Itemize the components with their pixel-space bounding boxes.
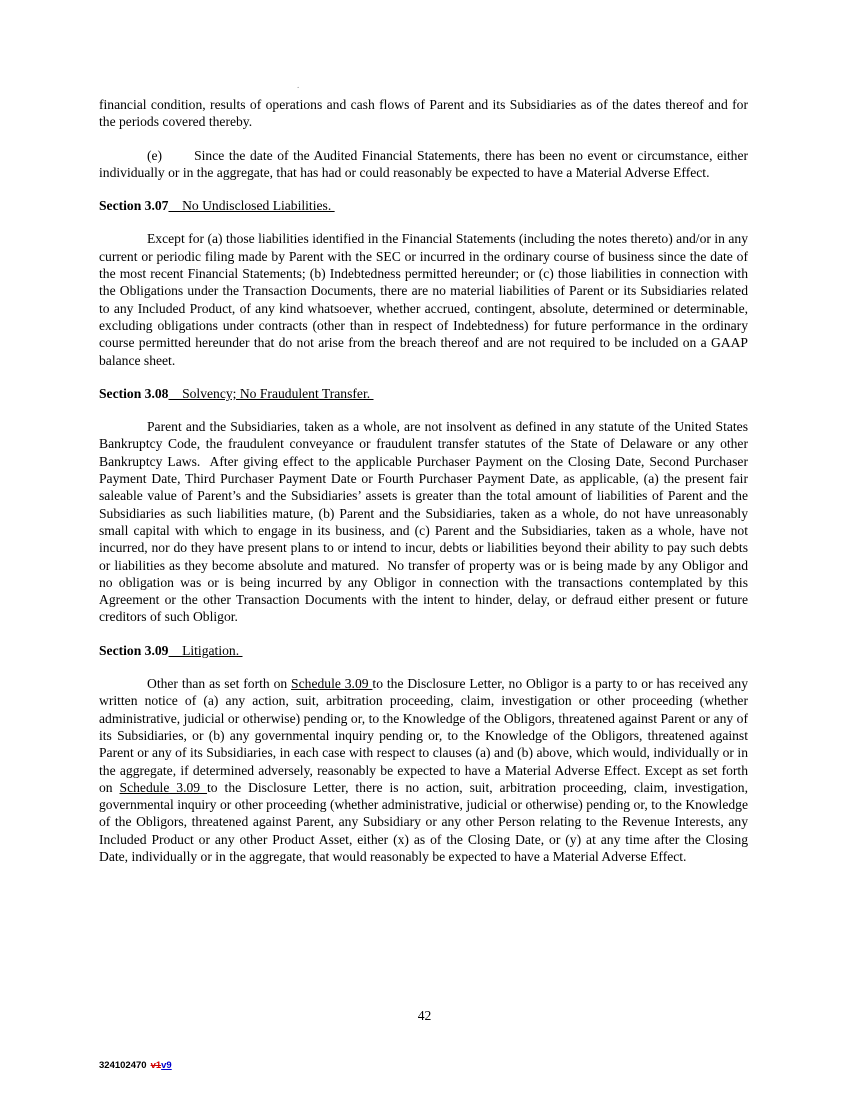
paragraph-continuation: financial condition, results of operations and cash flows of Parent and its Subsidiaries as of the dates thereof and for the periods covered thereby. [99, 97, 748, 130]
deleted-version-redline: v1 [150, 1060, 162, 1071]
document-footer [99, 1060, 172, 1071]
document-number: 324102470 [99, 1060, 147, 1071]
section-3-09-label: Section 3.09 [99, 642, 169, 658]
section-3-08-body: Parent and the Subsidiaries, taken as a whole, are not insolvent as defined in any statute of the United States Bankruptcy Code, the fraudulent conveyance or fraudulent transfer statutes of the State of Delaware or any other Bankruptcy Laws. After giving effect to the applicable Purchaser Payment on the Closing Date, Second Purchaser Payment Date, Third Purchaser Payment Date or Fourth Purchaser Payment Date, as applicable, (a) the present fair saleable value of Parent’s and the Subsidiaries’ assets is greater than the total amount of liabilities of Parent and the Subsidiaries as such liabilities mature, (b) Parent and the Subsidiaries, taken as a whole, do not have unreasonably small capital with which to engage in its business, and (c) Parent and the Subsidiaries, taken as a whole, have not incurred, nor do they have present plans to or intend to incur, debts or liabilities beyond their ability to pay such debts or liabilities as they become absolute and matured. No transfer of property was or is being made by any Obligor and no obligation was or is being incurred by any Obligor in connection with the transactions contemplated by this Agreement or the other Transaction Documents with the intent to hinder, delay, or defraud either present or future creditors of such Obligor. [99, 419, 748, 625]
section-3-08-heading [99, 385, 748, 402]
section-3-09-title: Litigation. [168, 642, 243, 658]
schedule-3-09-reference-2: Schedule 3.09 [119, 779, 208, 795]
section-3-07-heading [99, 197, 748, 214]
section-3-08-label: Section 3.08 [99, 385, 169, 401]
stray-mark: . [297, 80, 300, 90]
section-3-07-title: No Undisclosed Liabilities. [168, 198, 335, 214]
schedule-3-09-reference-1: Schedule 3.09 [291, 676, 373, 692]
section-3-07-label: Section 3.07 [99, 198, 169, 214]
litigation-text-2: to the Disclosure Letter, no Obligor is a party to or has received any written notice of (a) any action, suit, arbitration proceeding, claim, investigation or other proceeding (whether administrative, judicial or otherwise) pending or, to the Knowledge of the Obligors, threatened against Parent or any of its Subsidiaries, or (b) any governmental inquiry pending or, to the Knowledge of the Obligors, threatened against Parent or any of its Subsidiaries, in each case with respect to clauses (a) and (b) above, which would, individually or in the aggregate, if determined adversely, reasonably be expected to have a Material Adverse Effect. Except as set forth on [99, 676, 748, 795]
paragraph-e: (e) Since the date of the Audited Financial Statements, there has been no event or circumstance, either individually or in the aggregate, that has had or could reasonably be expected to have a Material Adverse Effect. [99, 147, 748, 180]
section-3-09-body [99, 675, 748, 865]
litigation-text-3: to the Disclosure Letter, there is no action, suit, arbitration proceeding, claim, investigation, governmental inquiry or other proceeding (whether administrative, judicial or otherwise) pending or, to the Knowledge of the Obligors, threatened against Parent, any Subsidiary or any other Person relating to the Revenue Interests, any Included Product or any other Product Asset, either (x) as of the Closing Date, or (y) at any time after the Closing Date, individually or in the aggregate, that would reasonably be expected to have a Material Adverse Effect. [99, 779, 748, 864]
page-number: 42 [417, 1008, 432, 1023]
section-3-09-heading [99, 642, 748, 659]
inserted-version-redline: v9 [161, 1060, 172, 1071]
section-3-08-title: Solvency; No Fraudulent Transfer. [168, 385, 374, 401]
document-body [99, 96, 748, 881]
litigation-text-1: Other than as set forth on [147, 676, 292, 692]
section-3-07-body: Except for (a) those liabilities identified in the Financial Statements (including the notes thereto) and/or in any current or periodic filing made by Parent with the SEC or incurred in the ordinary course of business since the date of the most recent Financial Statements; (b) Indebtedness permitted hereunder; or (c) those liabilities in connection with the Obligations under the Transaction Documents, there are no material liabilities of Parent or its Subsidiaries related to any Included Product, of any kind whatsoever, whether accrued, contingent, absolute, determined or determinable, excluding obligations under contracts (other than in respect of Indebtedness) for future performance in the ordinary course permitted hereunder that do not arise from the breach thereof and are not required to be included on a GAAP balance sheet. [99, 231, 748, 368]
